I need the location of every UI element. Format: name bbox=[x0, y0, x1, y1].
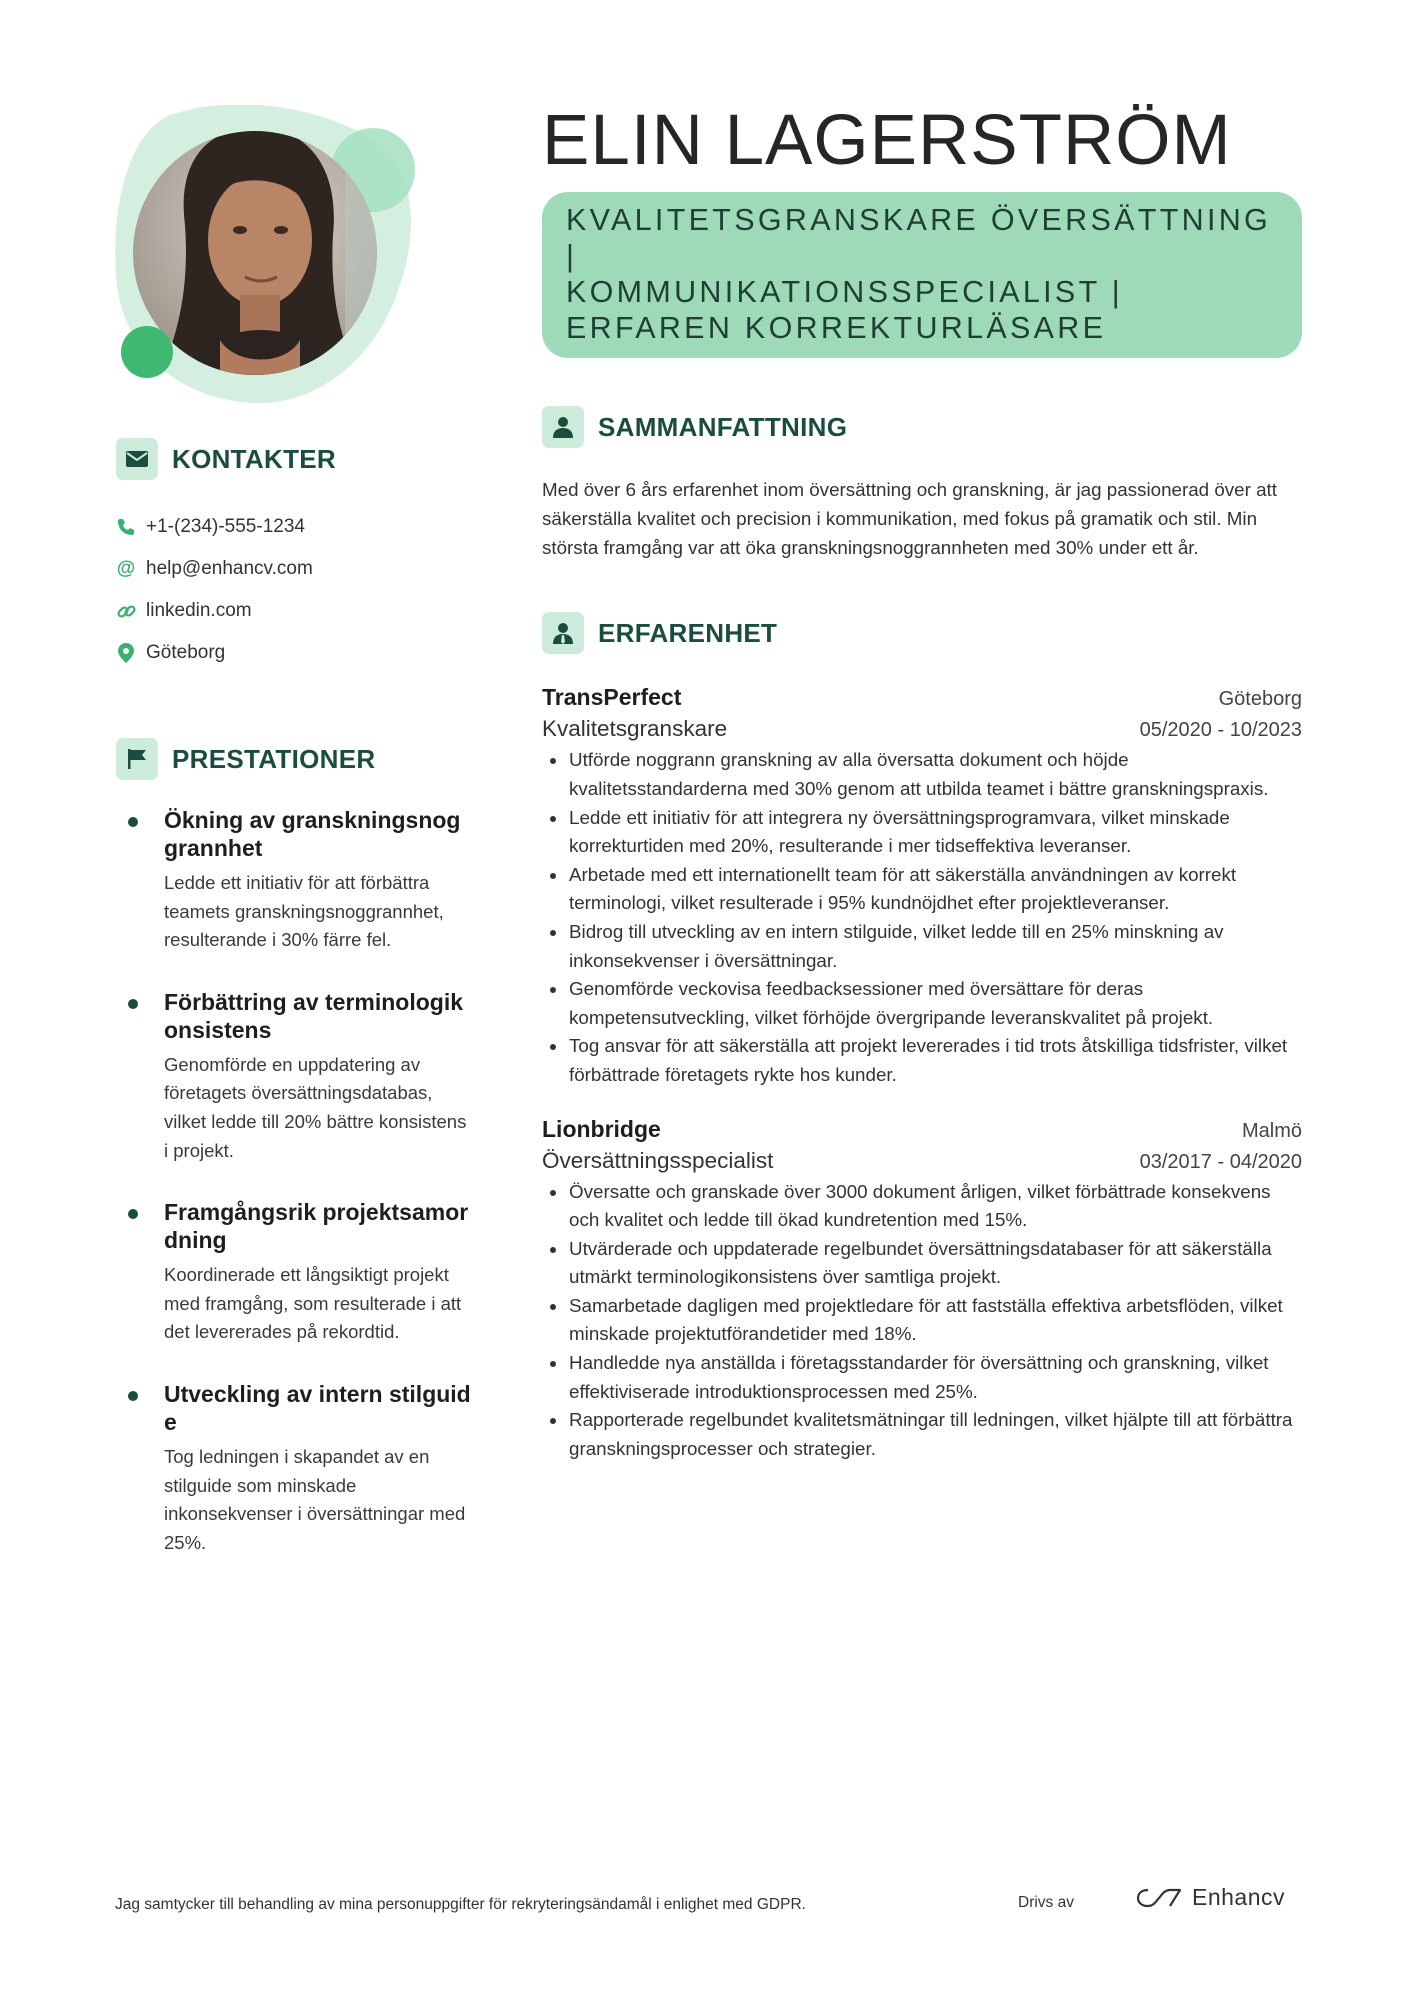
business-person-icon bbox=[542, 612, 584, 654]
user-icon bbox=[542, 406, 584, 448]
job-bullet: Tog ansvar för att säkerställa att projekt levererades i tid trots åtskilliga tidsfrister, vilket förbättrade företagets rykte hos kunder. bbox=[542, 1032, 1302, 1089]
bullet-dot bbox=[128, 817, 138, 827]
job-location: Göteborg bbox=[1218, 688, 1302, 711]
contact-list bbox=[116, 506, 472, 674]
job-dates: 03/2017 - 04/2020 bbox=[1139, 1150, 1302, 1173]
job-location: Malmö bbox=[1241, 1119, 1302, 1142]
at-icon: @ bbox=[116, 558, 136, 579]
contacts-heading bbox=[116, 438, 472, 480]
summary-section bbox=[542, 406, 1302, 562]
bullet-dot bbox=[128, 1209, 138, 1219]
achievement-list bbox=[116, 806, 472, 1557]
job-bullets bbox=[542, 746, 1302, 1089]
job-entry bbox=[542, 684, 1302, 1089]
achievement-title: Förbättring av terminologikonsistens bbox=[164, 988, 464, 1043]
job-title-line: ERFAREN KORREKTURLÄSARE bbox=[566, 311, 1107, 345]
enhancv-logo[interactable] bbox=[1136, 1884, 1285, 1911]
bullet-dot bbox=[128, 999, 138, 1009]
location-pin-icon bbox=[116, 643, 136, 663]
experience-section bbox=[542, 612, 1302, 1463]
achievement-title: Ökning av granskningsnoggrannhet bbox=[164, 807, 461, 861]
experience-title: ERFARENHET bbox=[598, 617, 778, 648]
company-name: TransPerfect bbox=[542, 684, 682, 711]
bullet-dot bbox=[128, 1391, 138, 1401]
job-bullet: Utförde noggrann granskning av alla översatta dokument och höjde kvalitetsstandarderna med 30% genom att utbilda teamet i bättre granskningspraxis. bbox=[542, 746, 1302, 803]
summary-heading bbox=[542, 406, 1302, 448]
profile-photo-graphic bbox=[115, 105, 425, 405]
phone-icon bbox=[116, 517, 136, 537]
contacts-title: KONTAKTER bbox=[172, 443, 336, 474]
envelope-icon bbox=[116, 438, 158, 480]
achievement-desc: Koordinerade ett långsiktigt projekt med framgång, som resulterade i att det levererades på rekordtid. bbox=[164, 1264, 462, 1343]
job-bullet: Rapporterade regelbundet kvalitetsmätningar till ledningen, vilket hjälpte till att förbättra granskningsprocesser och strategier. bbox=[542, 1406, 1302, 1463]
job-bullet: Samarbetade dagligen med projektledare för att fastställa effektiva arbetsflöden, vilket minskade projektutförandetider med 18%. bbox=[542, 1292, 1302, 1349]
achievement-item bbox=[116, 988, 472, 1165]
experience-heading bbox=[542, 612, 1302, 654]
job-bullet: Arbetade med ett internationellt team för att säkerställa användningen av korrekt terminologi, vilket resulterade i 95% kundnöjdhet efter projektleveranser. bbox=[542, 861, 1302, 918]
summary-text: Med över 6 års erfarenhet inom översättning och granskning, är jag passionerad över att säkerställa kvalitet och precision i kommunikation, med fokus på gramatik och stil. Min största framgång var att öka granskningsnoggrannheten med 30% under ett år. bbox=[542, 479, 1277, 558]
contact-linkedin-text: linkedin.com bbox=[146, 600, 252, 621]
job-bullet: Handledde nya anställda i företagsstandarder för översättning och granskning, vilket effektiviserade introduktionsprocessen med 25%. bbox=[542, 1349, 1302, 1406]
job-bullet: Utvärderade och uppdaterade regelbundet översättningsdatabaser för att säkerställa utmärkt terminologikonsistens över samtliga projekt. bbox=[542, 1235, 1302, 1292]
job-role: Kvalitetsgranskare bbox=[542, 716, 728, 742]
achievement-desc: Ledde ett initiativ för att förbättra teamets granskningsnoggrannhet, resulterande i 30% färre fel. bbox=[164, 872, 444, 951]
achievements-heading bbox=[116, 738, 472, 780]
job-bullet: Ledde ett initiativ för att integrera ny översättningsprogramvara, vilket minskade korrekturtiden med 20%, resulterande i mer tidseffektiva leveranser. bbox=[542, 804, 1302, 861]
enhancv-logo-icon bbox=[1136, 1886, 1182, 1910]
contact-linkedin[interactable] bbox=[116, 590, 472, 632]
achievement-title: Utveckling av intern stilguide bbox=[164, 1380, 471, 1435]
job-title-line: KOMMUNIKATIONSSPECIALIST | bbox=[566, 275, 1123, 309]
candidate-name: ELIN LAGERSTRÖM bbox=[542, 101, 1232, 180]
job-bullet: Översatte och granskade över 3000 dokument årligen, vilket förbättrade konsekvens och kvalitet och ledde till ökad kundretention med 15%. bbox=[542, 1178, 1302, 1235]
job-bullets bbox=[542, 1178, 1302, 1464]
achievement-desc: Genomförde en uppdatering av företagets översättningsdatabas, vilket ledde till 20% bättre konsistens i projekt. bbox=[164, 1053, 467, 1161]
achievement-title: Framgångsrik projektsamordning bbox=[164, 1199, 469, 1254]
contact-phone[interactable] bbox=[116, 506, 472, 548]
profile-photo bbox=[115, 105, 425, 405]
gdpr-consent: Jag samtycker till behandling av mina personuppgifter för rekryteringsändamål i enlighet med GDPR. bbox=[115, 1896, 806, 1913]
contact-location bbox=[116, 632, 472, 674]
right-column bbox=[542, 100, 1302, 1463]
powered-by-label: Drivs av bbox=[1018, 1894, 1074, 1911]
job-title-box bbox=[542, 192, 1302, 358]
contact-location-text: Göteborg bbox=[146, 642, 226, 663]
job-entry bbox=[542, 1116, 1302, 1464]
achievement-item bbox=[116, 806, 472, 955]
achievement-item bbox=[116, 1198, 472, 1347]
summary-title: SAMMANFATTNING bbox=[598, 411, 848, 442]
achievement-item bbox=[116, 1380, 472, 1557]
contact-email[interactable] bbox=[116, 548, 472, 590]
job-bullet: Bidrog till utveckling av en intern stilguide, vilket ledde till en 25% minskning av inkonsekvenser i översättningar. bbox=[542, 918, 1302, 975]
flag-icon bbox=[116, 738, 158, 780]
job-role: Översättningsspecialist bbox=[542, 1147, 774, 1173]
achievements-title: PRESTATIONER bbox=[172, 743, 376, 774]
job-dates: 05/2020 - 10/2023 bbox=[1139, 719, 1302, 742]
achievements-section bbox=[116, 738, 472, 1557]
job-bullet: Genomförde veckovisa feedbacksessioner med översättare för deras kompetensutveckling, vilket förhöjde övergripande leveranskvalitet på projekt. bbox=[542, 975, 1302, 1032]
contact-phone-text: +1-(234)-555-1234 bbox=[146, 516, 305, 537]
job-title-line: KVALITETSGRANSKARE ÖVERSÄTTNING | bbox=[566, 203, 1272, 273]
enhancv-brand-name: Enhancv bbox=[1192, 1884, 1286, 1910]
company-name: Lionbridge bbox=[542, 1115, 661, 1142]
left-column bbox=[116, 438, 472, 1590]
link-icon bbox=[116, 601, 136, 621]
achievement-desc: Tog ledningen i skapandet av en stilguide som minskade inkonsekvenser i översättningar med 25%. bbox=[164, 1445, 466, 1553]
contact-email-text: help@enhancv.com bbox=[146, 558, 313, 579]
